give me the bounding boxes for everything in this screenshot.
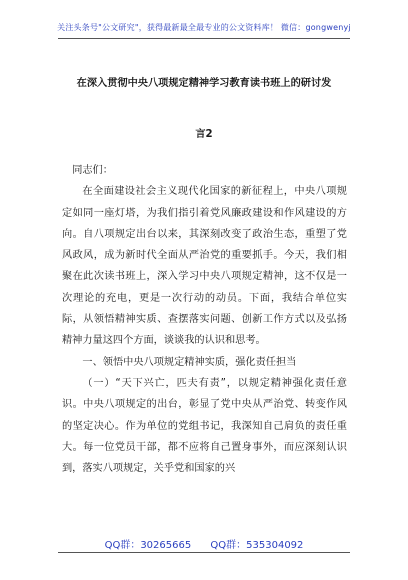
footer-qq-group-1: QQ群：30265665 xyxy=(104,540,192,551)
footer-divider xyxy=(58,552,350,553)
document-title-line-2: 言2 xyxy=(195,129,213,140)
header-banner: 关注头条号"公文研究"，获得最新最全最专业的公文资料库！ 微信：gongwenyj xyxy=(57,23,351,32)
header-divider xyxy=(58,38,350,39)
section-heading-1: 一、领悟中央八项规定精神实质，强化责任担当 xyxy=(82,356,297,368)
footer-qq-group-2: QQ群：535304092 xyxy=(210,540,304,551)
salutation: 同志们： xyxy=(72,165,113,176)
paragraph-intro: 在全面建设社会主义现代化国家的新征程上，中央八项规定如同一座灯塔，为我们指引着党风廉政建设和作风建设的方向。自八项规定出台以来，其深刻改变了政治生态，重塑了党风政风，成为新时代全面从严治党的重要抓手。今天，我们相聚在此次读书班上，深入学习中央八项规定精神，这不仅是一次理论的充电，更是一次行动的动员。下面，我结合单位实际，从领悟精神实质、查摆落实问题、创新工作方式以及弘扬精神力量这四个方面，谈谈我的认识和思考。 xyxy=(62,186,347,347)
document-body xyxy=(62,160,347,479)
paragraph-subsection-1: （一）“天下兴亡，匹夫有责”，以规定精神强化责任意识。中央八项规定的出台，彰显了党中央从严治党、转变作风的坚定决心。作为单位的党组书记，我深知自己肩负的责任重大。每一位党员干部，都不应将自己置身事外，而应深刻认识到，落实八项规定，关乎党和国家的兴 xyxy=(62,377,347,475)
document-title-line-1: 在深入贯彻中央八项规定精神学习教育读书班上的研讨发 xyxy=(76,78,332,89)
footer-contact xyxy=(0,536,408,551)
